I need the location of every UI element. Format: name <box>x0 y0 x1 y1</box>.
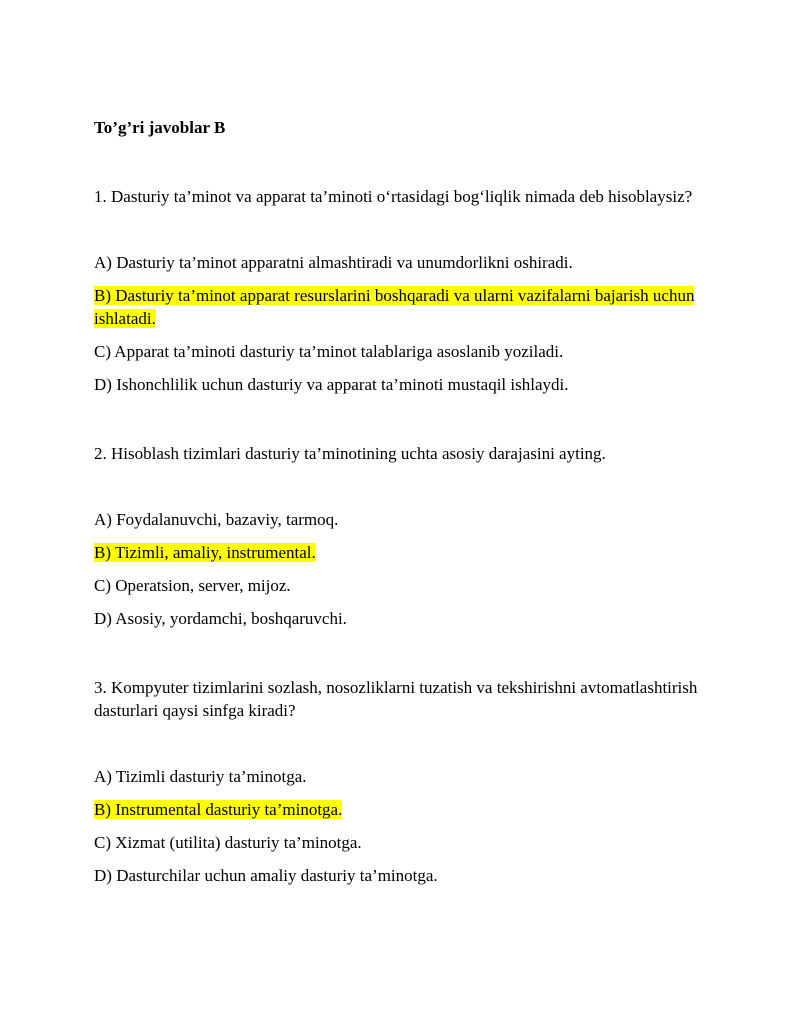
question-text-2: 2. Hisoblash tizimlari dasturiy ta’minotining uchta asosiy darajasini ayting. <box>94 444 606 463</box>
options-list-2 <box>94 508 704 630</box>
option-c: C) Operatsion, server, mijoz. <box>94 576 291 595</box>
question-block-1 <box>94 185 704 396</box>
question-text-1: 1. Dasturiy ta’minot va apparat ta’minoti o‘rtasidagi bog‘liqlik nimada deb hisoblaysiz? <box>94 187 693 206</box>
option-d: D) Ishonchlilik uchun dasturiy va apparat ta’minoti mustaqil ishlaydi. <box>94 375 569 394</box>
document-content <box>94 116 704 887</box>
options-list-1 <box>94 251 704 396</box>
highlighted-answer: B) Instrumental dasturiy ta’minotga. <box>94 800 343 819</box>
option-c: C) Xizmat (utilita) dasturiy ta’minotga. <box>94 833 362 852</box>
question-text-3: 3. Kompyuter tizimlarini sozlash, nosozliklarni tuzatish va tekshirishni avtomatlashtirish dasturlari qaysi sinfga kiradi? <box>94 678 698 720</box>
option-b-correct <box>94 284 704 330</box>
question-block-3 <box>94 676 704 887</box>
highlighted-answer: B) Tizimli, amaliy, instrumental. <box>94 543 316 562</box>
option-a: A) Foydalanuvchi, bazaviy, tarmoq. <box>94 510 339 529</box>
highlighted-answer: B) Dasturiy ta’minot apparat resurslarini boshqaradi va ularni vazifalarni bajarish uchun ishlatadi. <box>94 286 695 328</box>
option-d: D) Asosiy, yordamchi, boshqaruvchi. <box>94 609 347 628</box>
option-a: A) Dasturiy ta’minot apparatni almashtiradi va unumdorlikni oshiradi. <box>94 253 573 272</box>
document-heading: To’g’ri javoblar B <box>94 118 226 137</box>
options-list-3 <box>94 765 704 887</box>
option-a: A) Tizimli dasturiy ta’minotga. <box>94 767 307 786</box>
option-c: C) Apparat ta’minoti dasturiy ta’minot talablariga asoslanib yoziladi. <box>94 342 564 361</box>
option-b-correct <box>94 798 704 821</box>
option-d: D) Dasturchilar uchun amaliy dasturiy ta’minotga. <box>94 866 438 885</box>
question-block-2 <box>94 442 704 630</box>
option-b-correct <box>94 541 704 564</box>
